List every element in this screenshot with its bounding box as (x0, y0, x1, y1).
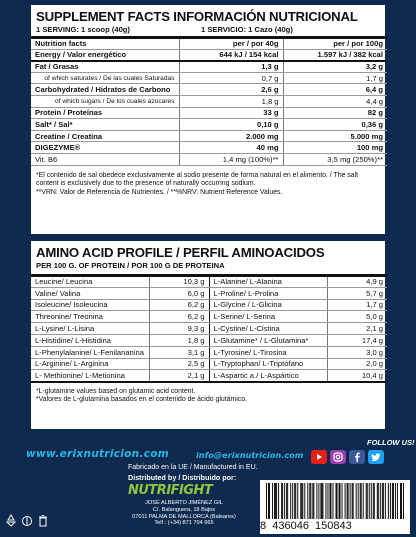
amino-name: L-Alanine/ L-Alanina (209, 276, 327, 288)
serving-size-es: 1 SERVICIO: 1 Cazo (40g) (201, 25, 293, 34)
nrv-footnote: **VRN: Valor de Referencia de Nutrientes. / **%NRV: Nutrient Reference Values. (36, 188, 283, 196)
amino-value: 10,4 g (327, 370, 387, 382)
barcode-bar (274, 483, 275, 519)
amino-value: 1,7 g (327, 299, 387, 311)
amino-acid-table (31, 274, 387, 383)
amino-acid-subtitle: PER 100 G. OF PROTEIN / POR 100 G DE PROTEINA (36, 261, 225, 270)
nutrient-per-serving: 0,7 g (179, 72, 283, 84)
barcode-bar (307, 483, 308, 519)
nutrition-header-row (31, 38, 387, 50)
amino-acid-row (31, 358, 387, 370)
amino-acid-row (31, 299, 387, 311)
amino-value: 6,0 g (149, 287, 209, 299)
barcode-bar (297, 483, 298, 519)
barcode-bar (337, 483, 338, 519)
nutrient-per-serving: 2,6 g (179, 84, 283, 96)
nutrient-per-serving: 644 kJ / 154 kcal (179, 49, 283, 61)
nutrient-label: Vit. B6 (31, 153, 179, 165)
amino-name: Isoleucine/ Isoleucina (31, 299, 149, 311)
barcode-bar (336, 483, 337, 519)
salt-footnote: *El contenido de sal obedece exclusivamente al sodio presente de forma natural en el alimento. / The salt content is exclusively due to the presence of naturally occurring sodium. (36, 171, 359, 188)
nutrition-header-per-serving: per / por 40g (179, 38, 283, 50)
amino-name: L-Lysine/ L-Lisina (31, 323, 149, 335)
amino-name: L-Glycine / L-Glicina (209, 299, 327, 311)
distributor-phone: Telf.: (+34) 871 704 965 (154, 520, 214, 527)
nutrient-per-100g: 6,4 g (283, 84, 387, 96)
barcode-bar (397, 483, 398, 519)
barcode-bar (304, 483, 305, 519)
barcode-bar (356, 483, 357, 519)
instagram-icon[interactable] (330, 450, 346, 464)
barcode-bar (322, 483, 323, 519)
amino-footnotes (31, 383, 385, 405)
amino-acid-panel (30, 240, 386, 430)
barcode-bar (266, 483, 267, 519)
youtube-icon[interactable] (311, 450, 327, 464)
barcode-bar (352, 483, 353, 519)
nutrition-header-label: Nutrition facts (31, 38, 179, 50)
amino-name: L-Proline/ L-Prolina (209, 287, 327, 299)
nutrition-row (31, 61, 387, 73)
barcode-bar (281, 483, 282, 519)
nutrition-row (31, 95, 387, 107)
barcode-bar (292, 483, 293, 519)
distributor-city: 07011 PALMA DE MALLORCA (Baleares) (132, 513, 236, 520)
barcode-bar (363, 483, 364, 519)
barcode-bar (272, 483, 273, 519)
barcode-bar (403, 483, 404, 519)
barcode-bar (388, 483, 389, 519)
barcode-bar (313, 483, 314, 519)
nutrition-header-per-100: per / por 100g (283, 38, 387, 50)
barcode-bar (309, 483, 310, 519)
barcode-bar (353, 483, 354, 519)
barcode-bar (366, 483, 367, 519)
amino-name: L-Tyrosine/ L-Tirosina (209, 346, 327, 358)
barcode-bar (295, 483, 296, 519)
trash-bin-icon (37, 514, 49, 527)
barcode-bar (318, 483, 319, 519)
barcode-bar (361, 483, 362, 519)
amino-acid-title: AMINO ACID PROFILE / PERFIL AMINOACIDOS (36, 245, 325, 260)
barcode-bar (339, 483, 340, 519)
amino-value: 3,1 g (149, 346, 209, 358)
nutrient-per-serving: 33 g (179, 107, 283, 119)
barcode-bar (282, 483, 283, 519)
amino-acid-row (31, 323, 387, 335)
barcode-bar (284, 483, 285, 519)
distributor-address (118, 500, 250, 527)
amino-value: 2,1 g (149, 370, 209, 382)
nutrient-per-100g: 82 g (283, 107, 387, 119)
recycling-icons (5, 514, 49, 527)
green-dot-icon (21, 514, 33, 527)
recycle-icon (5, 514, 17, 527)
nutrient-label: Creatine / Creatina (31, 130, 179, 142)
serving-size (31, 24, 385, 34)
nutrition-row (31, 84, 387, 96)
barcode-number: 8 436046 150843 (260, 520, 352, 532)
amino-value: 5,7 g (327, 287, 387, 299)
barcode-bar (348, 483, 349, 519)
amino-value: 6,2 g (149, 299, 209, 311)
follow-us-label: FOLLOW US! (367, 438, 415, 447)
distributed-by: Distributed by / Distribuido por: (128, 473, 237, 482)
amino-name: Valine/ Valina (31, 287, 149, 299)
amino-acid-row (31, 370, 387, 382)
barcode-bar (400, 483, 401, 519)
barcode-bar (302, 483, 303, 519)
nutrient-per-100g: 3,2 g (283, 61, 387, 73)
nutrient-label: of which sugars / De los cuales azúcares (31, 95, 179, 107)
barcode-bar (360, 483, 361, 519)
barcode-bar (269, 483, 270, 519)
barcode-bar (316, 483, 317, 519)
amino-name: Threonine/ Treonina (31, 311, 149, 323)
barcode-bar (300, 483, 301, 519)
barcode-bar (395, 483, 396, 519)
barcode-bar (347, 483, 348, 519)
manufactured-in-eu: Fabricado en la UE / Manufactured in EU. (128, 464, 258, 471)
barcode-bar (390, 483, 391, 519)
barcode-bar (330, 483, 331, 519)
barcode-bar (287, 483, 288, 519)
nutrient-per-serving: 2.000 mg (179, 130, 283, 142)
amino-name: L-Phenylalanine/ L-Fenilananina (31, 346, 149, 358)
barcode-bar (345, 483, 346, 519)
nutrient-per-100g: 1.597 kJ / 382 kcal (283, 49, 387, 61)
amino-name: L- Methionine/ L-Metionina (31, 370, 149, 382)
barcode-bar (310, 483, 311, 519)
barcode-bar (294, 483, 295, 519)
barcode-bar (393, 483, 394, 519)
nutrition-rows (31, 49, 387, 165)
barcode-bar (401, 483, 402, 519)
distributor-name: JOSÉ ALBERTO JIMÉNEZ GIL (145, 500, 223, 506)
amino-name: L-Aspartic a./ L-Aspártico (209, 370, 327, 382)
barcode-bar (340, 483, 341, 519)
amino-name: L-Histidine/ L-Histidina (31, 334, 149, 346)
facts-footnotes (31, 166, 385, 198)
glutamine-footnote-en: *L-glutamine values based on glutamic acid content. (36, 387, 196, 395)
barcode-bar (286, 483, 287, 519)
barcode-bar (385, 483, 386, 519)
barcode-bars (266, 483, 404, 519)
nutrient-per-serving: 0,10 g (179, 119, 283, 131)
amino-value: 2,0 g (327, 358, 387, 370)
amino-value: 5,0 g (327, 311, 387, 323)
nutrient-per-100g: 4,4 g (283, 95, 387, 107)
amino-value: 2,5 g (149, 358, 209, 370)
amino-name: L-Tryptophan/ L-Triptófano (209, 358, 327, 370)
amino-value: 17,4 g (327, 334, 387, 346)
nutrient-per-serving: 40 mg (179, 142, 283, 154)
supplement-facts-panel (30, 4, 386, 235)
amino-acid-row (31, 276, 387, 288)
nutrient-per-serving: 1,3 g (179, 61, 283, 73)
nutrition-row (31, 153, 387, 165)
amino-acid-row (31, 334, 387, 346)
barcode-bar (275, 483, 276, 519)
nutrient-per-100g: 0,36 g (283, 119, 387, 131)
amino-value: 2,1 g (327, 323, 387, 335)
barcode-bar (342, 483, 343, 519)
nutrient-label: Energy / Valor energético (31, 49, 179, 61)
amino-value: 6,2 g (149, 311, 209, 323)
nutrient-per-100g: 1,7 g (283, 72, 387, 84)
email-link[interactable]: info@erixnutricion.com (196, 450, 304, 460)
barcode-bar (373, 483, 374, 519)
nutrition-row (31, 142, 387, 154)
amino-name: L-Cystine/ L-Cistina (209, 323, 327, 335)
barcode-bar (350, 483, 351, 519)
barcode-bar (321, 483, 322, 519)
nutrition-row (31, 119, 387, 131)
nutrient-per-100g: 3,5 mg (250%)** (283, 153, 387, 165)
barcode-bar (358, 483, 359, 519)
nutrient-per-100g: 5.000 mg (283, 130, 387, 142)
nutrient-label: DIGEZYME® (31, 142, 179, 154)
nutrient-per-serving: 1,4 mg (100%)** (179, 153, 283, 165)
barcode-bar (377, 483, 378, 519)
amino-acid-row (31, 311, 387, 323)
nutrient-label: Carbohydrated / Hidratos de Carbono (31, 84, 179, 96)
nutrient-per-serving: 1,8 g (179, 95, 283, 107)
facebook-icon[interactable] (349, 450, 365, 464)
amino-name: L-Arginine/ L-Arginina (31, 358, 149, 370)
nutrition-row (31, 49, 387, 61)
glutamine-footnote-es: *Valores de L-glutamina basados en el contenido de ácido glutámico. (36, 396, 247, 404)
barcode-bar (278, 483, 279, 519)
nutrifight-logo: NUTRIFIGHT (128, 483, 213, 498)
barcode-bar (327, 483, 328, 519)
barcode-bar (268, 483, 269, 519)
nutrient-label: Fat / Grasas (31, 61, 179, 73)
amino-name: L-Glutamine* / L-Glutamina* (209, 334, 327, 346)
amino-value: 10,3 g (149, 276, 209, 288)
nutrient-label: of which saturates / De las cuales Saturadas (31, 72, 179, 84)
amino-value: 1,8 g (149, 334, 209, 346)
social-icons (311, 450, 384, 464)
barcode-bar (378, 483, 379, 519)
amino-value: 4,9 g (327, 276, 387, 288)
amino-acid-row (31, 346, 387, 358)
barcode-bar (329, 483, 330, 519)
barcode-bar (392, 483, 393, 519)
twitter-icon[interactable] (368, 450, 384, 464)
barcode-bar (325, 483, 326, 519)
barcode-bar (301, 483, 302, 519)
amino-name: L-Serine/ L-Serina (209, 311, 327, 323)
nutrient-label: Salt* / Sal* (31, 119, 179, 131)
barcode-bar (371, 483, 372, 519)
barcode-bar (374, 483, 375, 519)
amino-acid-row (31, 287, 387, 299)
nutrition-row (31, 130, 387, 142)
supplement-facts-title: SUPPLEMENT FACTS INFORMACIÓN NUTRICIONAL (36, 9, 358, 24)
nutrient-label: Protein / Proteínas (31, 107, 179, 119)
amino-value: 3,0 g (327, 346, 387, 358)
barcode-bar (312, 483, 313, 519)
barcode-bar (369, 483, 370, 519)
nutrition-table (31, 36, 387, 166)
nutrition-row (31, 72, 387, 84)
barcode-bar (380, 483, 381, 519)
barcode (260, 480, 410, 534)
website-link[interactable]: www.erixnutricion.com (26, 448, 170, 460)
nutrition-row (31, 107, 387, 119)
barcode-bar (332, 483, 333, 519)
amino-acid-rows (31, 276, 387, 382)
barcode-bar (320, 483, 321, 519)
label-footer (0, 432, 416, 537)
amino-value: 9,3 g (149, 323, 209, 335)
barcode-bar (383, 483, 384, 519)
barcode-bar (367, 483, 368, 519)
barcode-bar (290, 483, 291, 519)
nutrient-per-100g: 100 mg (283, 142, 387, 154)
barcode-bar (382, 483, 383, 519)
barcode-bar (276, 483, 277, 519)
serving-size-en: 1 SERVING: 1 scoop (40g) (36, 25, 130, 34)
distributor-street: C/. Balanguera, 18 Bajos (152, 506, 216, 513)
amino-name: Leucine/ Leucina (31, 276, 149, 288)
